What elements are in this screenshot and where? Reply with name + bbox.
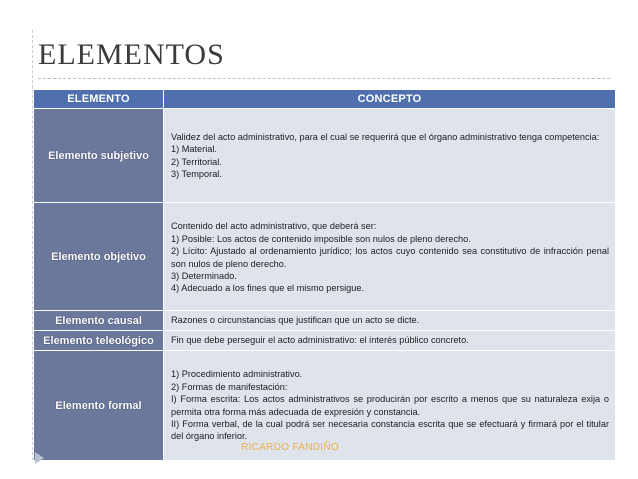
table-header-row	[34, 90, 616, 109]
concept-line: Validez del acto administrativo, para el cual se requerirá que el órgano administrativo tenga competencia:	[171, 131, 600, 142]
table-row	[34, 109, 616, 203]
concept-line: 2) Territorial.	[171, 156, 222, 167]
element-cell: Elemento teleológico	[34, 331, 164, 351]
concepts-table	[33, 89, 616, 461]
element-cell: Elemento subjetivo	[34, 109, 164, 203]
concept-line: 3) Temporal.	[171, 168, 222, 179]
table-row	[34, 331, 616, 351]
concept-line: Fin que debe perseguir el acto administrativo: el interés público concreto.	[171, 335, 469, 346]
concept-line: 1) Posible: Los actos de contenido imposible son nulos de pleno derecho.	[171, 233, 471, 244]
header-element: ELEMENTO	[34, 90, 164, 109]
table-row	[34, 311, 616, 331]
element-cell: Elemento causal	[34, 311, 164, 331]
slide-title: ELEMENTOS	[38, 38, 225, 71]
header-concept: CONCEPTO	[164, 90, 616, 109]
concept-cell	[164, 331, 616, 351]
element-cell: Elemento objetivo	[34, 203, 164, 311]
concept-line: Razones o circunstancias que justifican que un acto se dicte.	[171, 315, 420, 326]
concept-line: II) Forma verbal, de la cual podrá ser necesaria constancia escrita que se efectuará y firmará por el titular del órgano inferior.	[171, 418, 609, 442]
concept-cell	[164, 109, 616, 203]
concept-line: 2) Lícito: Ajustado al ordenamiento jurídico; los actos cuyo contenido sea constitutivo de infracción penal son nulos de pleno derecho.	[171, 246, 609, 269]
concept-line: I) Forma escrita: Los actos administrativos se producirán por escrito a menos que su naturaleza exija o permita otra forma más adecuada de expresión y constancia.	[171, 394, 609, 417]
slide-bullet-icon	[35, 452, 44, 464]
concept-line: 1) Material.	[171, 144, 217, 155]
concept-cell	[164, 311, 616, 331]
concept-cell	[164, 203, 616, 311]
table-row	[34, 203, 616, 311]
footer-author: RICARDO FANDIÑO	[241, 442, 339, 453]
element-cell: Elemento formal	[34, 351, 164, 461]
concept-line: 2) Formas de manifestación:	[171, 381, 288, 392]
concept-line: 4) Adecuado a los fines que el mismo persigue.	[171, 283, 365, 294]
concept-line: 3) Determinado.	[171, 270, 237, 281]
concept-line: 1) Procedimiento administrativo.	[171, 369, 303, 380]
decorative-left-line	[22, 30, 33, 460]
title-divider	[38, 78, 610, 79]
concept-line: Contenido del acto administrativo, que deberá ser:	[171, 221, 377, 232]
